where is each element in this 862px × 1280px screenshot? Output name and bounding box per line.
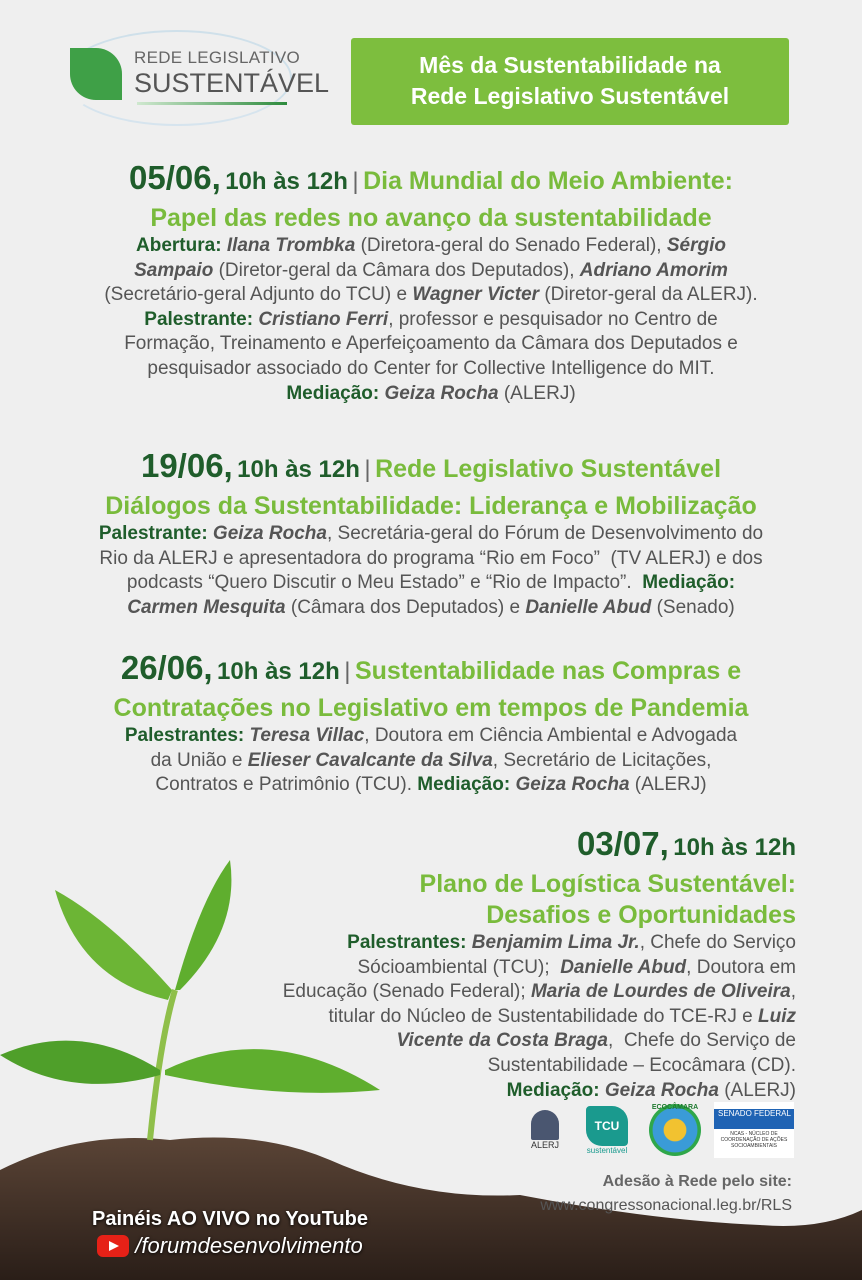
tcu-text: TCU bbox=[586, 1106, 628, 1146]
description-line bbox=[0, 522, 862, 547]
youtube-heading: Painéis AO VIVO no YouTube bbox=[92, 1208, 368, 1230]
description-line bbox=[0, 724, 862, 749]
event-description bbox=[0, 234, 862, 406]
description-line bbox=[0, 234, 862, 259]
description-text: , Doutora em bbox=[686, 956, 796, 978]
person-name: Danielle Abud bbox=[560, 956, 687, 978]
description-text: (Diretor-geral da Câmara dos Deputados), bbox=[213, 259, 580, 281]
event-header bbox=[0, 650, 862, 693]
description-line bbox=[0, 571, 862, 596]
site-url[interactable]: www.congressonacional.leg.br/RLS bbox=[540, 1197, 792, 1214]
person-name: Maria de Lourdes de Oliveira bbox=[530, 981, 791, 1003]
role-label: Palestrante: bbox=[98, 523, 213, 544]
title-banner bbox=[351, 38, 789, 125]
description-line bbox=[0, 283, 862, 308]
description-text: (ALERJ) bbox=[498, 382, 576, 404]
description-text: , bbox=[790, 981, 796, 1003]
description-line bbox=[0, 596, 862, 621]
tcu-sub: sustentável bbox=[586, 1145, 628, 1155]
event-description bbox=[0, 724, 862, 798]
description-text: (ALERJ) bbox=[718, 1079, 796, 1101]
description-line bbox=[0, 749, 862, 774]
event-1906 bbox=[0, 448, 862, 620]
logo-line2: SUSTENTÁVEL bbox=[134, 68, 330, 98]
description-text: da União e bbox=[150, 749, 248, 771]
person-name: Ilana Trombka bbox=[226, 235, 356, 256]
role-label: Mediação: bbox=[506, 1079, 605, 1101]
description-text: Sócioambiental (TCU); bbox=[357, 956, 561, 978]
person-name: Geiza Rocha bbox=[212, 523, 327, 544]
alerj-text: ALERJ bbox=[530, 1140, 559, 1150]
event-date: 26/06, bbox=[120, 649, 213, 686]
description-text: titular do Núcleo de Sustentabilidade do TCE-RJ e bbox=[328, 1005, 758, 1027]
event-header bbox=[0, 448, 862, 491]
person-name: Geiza Rocha bbox=[604, 1079, 719, 1101]
description-text: Educação (Senado Federal); bbox=[282, 981, 531, 1003]
rede-legislativo-logo bbox=[62, 30, 330, 130]
role-label: Palestrantes: bbox=[124, 725, 250, 746]
event-date: 19/06, bbox=[140, 447, 233, 484]
youtube-info bbox=[40, 1206, 420, 1260]
role-label: Palestrantes: bbox=[347, 932, 472, 953]
event-title: Rede Legislativo Sustentável bbox=[375, 455, 722, 483]
person-name: Sampaio bbox=[134, 259, 214, 281]
role-label: Mediação: bbox=[642, 572, 736, 594]
senado-text: SENADO FEDERAL bbox=[714, 1109, 794, 1129]
ecocamara-text: ECOCÂMARA bbox=[651, 1104, 699, 1111]
site-label: Adesão à Rede pelo site: bbox=[602, 1173, 792, 1190]
role-label: Abertura: bbox=[136, 235, 227, 256]
description-line bbox=[0, 332, 862, 357]
event-2606 bbox=[0, 650, 862, 798]
description-line bbox=[0, 547, 862, 572]
description-text: , Doutora em Ciência Ambiental e Advogada bbox=[364, 725, 738, 746]
description-text: , Secretária-geral do Fórum de Desenvolvimento do bbox=[326, 523, 764, 544]
banner-line2: Rede Legislativo Sustentável bbox=[410, 83, 730, 109]
separator: | bbox=[344, 658, 351, 685]
description-text: (Senado) bbox=[651, 596, 735, 618]
youtube-channel[interactable]: /forumdesenvolvimento bbox=[135, 1233, 363, 1258]
description-text: (ALERJ) bbox=[629, 774, 707, 796]
person-name: Teresa Villac bbox=[249, 725, 365, 746]
event-time: 10h às 12h bbox=[225, 168, 348, 195]
seedling-image bbox=[0, 840, 400, 1160]
person-name: Geiza Rocha bbox=[384, 382, 499, 404]
separator: | bbox=[352, 168, 359, 195]
description-text: Contratos e Patrimônio (TCU). bbox=[155, 774, 418, 796]
person-name: Cristiano Ferri bbox=[258, 308, 389, 330]
person-name: Geiza Rocha bbox=[515, 774, 630, 796]
description-text: Sustentabilidade – Ecocâmara (CD). bbox=[487, 1054, 796, 1076]
description-text: , Chefe do Serviço de bbox=[608, 1030, 796, 1052]
role-label: Palestrante: bbox=[144, 308, 259, 330]
description-line bbox=[0, 259, 862, 284]
site-info bbox=[540, 1170, 792, 1218]
description-line bbox=[0, 357, 862, 382]
role-label: Mediação: bbox=[286, 382, 385, 404]
role-label: Mediação: bbox=[417, 774, 516, 796]
senado-logo bbox=[714, 1102, 794, 1158]
description-text: (Câmara dos Deputados) e bbox=[285, 596, 526, 618]
separator: | bbox=[364, 456, 371, 483]
description-text: , professor e pesquisador no Centro de bbox=[388, 308, 718, 330]
description-text: (Secretário-geral Adjunto do TCU) e bbox=[104, 284, 413, 306]
person-name: Carmen Mesquita bbox=[127, 596, 286, 618]
banner-line1: Mês da Sustentabilidade na bbox=[419, 52, 721, 78]
event-time: 10h às 12h bbox=[673, 834, 796, 861]
event-title: Sustentabilidade nas Compras e bbox=[354, 657, 742, 685]
description-line bbox=[0, 308, 862, 333]
event-title: Papel das redes no avanço da sustentabilidade bbox=[150, 204, 712, 232]
event-title: Dia Mundial do Meio Ambiente: bbox=[363, 167, 733, 195]
description-text: Formação, Treinamento e Aperfeiçoamento da Câmara dos Deputados e bbox=[124, 333, 738, 355]
description-text: Rio da ALERJ e apresentadora do programa “Rio em Foco” (TV ALERJ) e dos bbox=[99, 547, 763, 569]
event-title: Desafios e Oportunidades bbox=[486, 901, 796, 929]
event-time: 10h às 12h bbox=[217, 658, 340, 685]
event-date: 05/06, bbox=[128, 159, 221, 196]
person-name: Adriano Amorim bbox=[579, 259, 728, 281]
person-name: Elieser Cavalcante da Silva bbox=[247, 749, 493, 771]
event-0506 bbox=[0, 160, 862, 406]
description-text: podcasts “Quero Discutir o Meu Estado” e “Rio de Impacto”. bbox=[126, 572, 643, 594]
person-name: Luiz bbox=[758, 1005, 796, 1027]
tcu-logo bbox=[585, 1102, 629, 1158]
description-text: , Secretário de Licitações, bbox=[492, 749, 712, 771]
description-text: (Diretora-geral do Senado Federal), bbox=[355, 235, 667, 256]
logo-line1: REDE LEGISLATIVO bbox=[134, 48, 301, 67]
leaf-icon bbox=[70, 48, 122, 100]
description-text: , Chefe do Serviço bbox=[639, 932, 796, 953]
person-name: Wagner Victer bbox=[412, 284, 540, 306]
event-date: 03/07, bbox=[577, 825, 669, 862]
ecocamara-logo bbox=[646, 1102, 704, 1158]
event-title: Contratações no Legislativo em tempos de Pandemia bbox=[113, 694, 749, 722]
youtube-icon bbox=[97, 1235, 129, 1257]
event-header bbox=[0, 160, 862, 203]
alerj-logo bbox=[524, 1102, 566, 1158]
event-title: Plano de Logística Sustentável: bbox=[419, 870, 796, 898]
person-name: Benjamim Lima Jr. bbox=[471, 932, 640, 953]
event-title: Diálogos da Sustentabilidade: Liderança e Mobilização bbox=[105, 492, 757, 520]
person-name: Sérgio bbox=[666, 235, 726, 256]
description-text: (Diretor-geral da ALERJ). bbox=[539, 284, 758, 306]
event-time: 10h às 12h bbox=[237, 456, 360, 483]
description-text: pesquisador associado do Center for Collective Intelligence do MIT. bbox=[147, 357, 715, 379]
description-line bbox=[0, 773, 862, 798]
description-line bbox=[0, 382, 862, 407]
senado-sub: NCAS - NÚCLEO DE COORDENAÇÃO DE AÇÕES SOCIOAMBIENTAIS bbox=[720, 1131, 788, 1149]
person-name: Danielle Abud bbox=[525, 596, 652, 618]
person-name: Vicente da Costa Braga bbox=[396, 1030, 608, 1052]
event-description bbox=[0, 522, 862, 620]
